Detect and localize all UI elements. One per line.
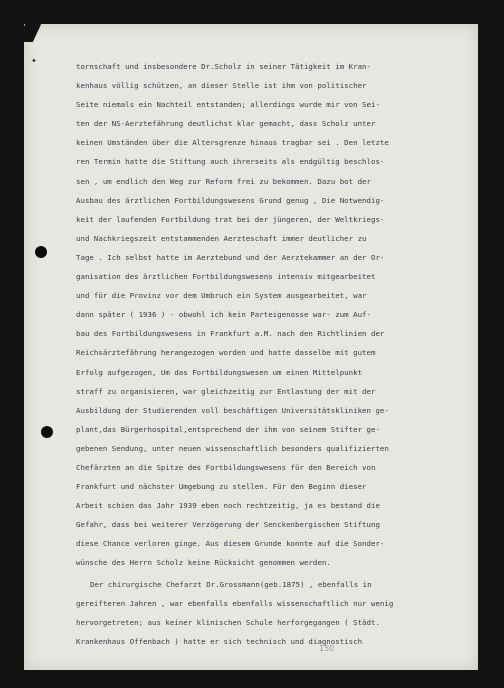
text-line: Ausbau des ärztlichen Fortbildungswesens Grund genug , Die Notwendig- [76,195,385,205]
text-line: Ausbildung der Studierenden voll beschäftigen Universitätskliniken ge- [76,405,389,415]
text-line: und Nachkriegszeit entstammenden Aerzteschaft immer deutlicher zu [76,233,367,243]
text-line: Seite niemals ein Nachteil entstanden; allerdings wurde mir von Sei- [76,100,380,110]
page-number: 150 [319,644,335,653]
text-line: hervorgetreten; aus keiner klinischen Schule herforgegangen ( Städt. [76,617,380,627]
text-line: ganisation des ärztlichen Fortbildungswesens intensiv mitgearbeitet [76,272,376,282]
text-line: Der chirurgische Chefarzt Dr.Grossmann(geb.1875) , ebenfalls in [90,579,372,589]
text-line: plant,das Bürgerhospital,entsprechend der ihm von seinem Stifter ge- [76,424,380,434]
text-line: Arbeit schien das Jahr 1939 eben noch rechtzeitig, ja es bestand die [76,501,380,511]
punch-hole-upper [35,246,47,258]
text-line: Reichsärztefährung herangezogen worden und hatte dasselbe mit gutem [76,348,376,358]
text-line: Gefahr, dass bei weiterer Verzögerung der Senckenbergischen Stiftung [76,520,380,530]
text-line: keit der laufenden Fortbildung trat bei der jüngeren, der Weltkriegs- [76,214,385,224]
text-line: straff zu organisieren, war gleichzeitig zur Entlastung der mit der [76,386,376,396]
text-line: bau des Fortbildungswesens in Frankfurt a.M. nach den Richtlinien der [76,329,385,339]
text-line: Chefärzten an die Spitze des Fortbildungswesens für den Bereich von [76,462,376,472]
text-line: tornschaft und insbesondere Dr.Scholz in seiner Tätigkeit im Kran- [76,62,371,71]
text-line: Erfolg aufgezogen, Um das Fortbildungswesen um einen Mittelpunkt [76,367,363,377]
text-line: Tage . Ich selbst hatte im Aerztebund und der Aerztekammer an der Or- [76,252,385,262]
text-line: dann später ( 1936 ) - obwohl ich kein Parteigenosse war- zum Auf- [76,310,371,320]
margin-mark: ✦ [31,57,37,65]
punch-hole-lower [41,426,53,438]
text-line: und für die Provinz vor dem Umbruch ein System ausgearbeitet, war [76,291,367,301]
text-line: diese Chance verloren ginge. Aus diesem Grunde konnte auf die Sonder- [76,539,385,549]
text-line: ten der NS-Aerztefährung deutlichst klar gemacht, dass Scholz unter [76,119,376,129]
typewritten-body [76,57,462,651]
text-line: gereifteren Jahren , war ebenfalls ebenfalls wissenschaftlich nur wenig [76,598,394,608]
text-line: kenhaus völlig schützen, an dieser Stelle ist ihm von politischer [76,81,367,91]
text-line: Frankfurt und nächster Umgebung zu stellen. Für den Beginn dieser [76,482,367,492]
text-line: keinen Umständen über die Altersgrenze hinaus tragbar sei . Den letzte [76,138,389,148]
text-line: sen , um endlich den Weg zur Reform frei zu bekommen. Dazu bot der [76,176,371,186]
text-line: ren Termin hatte die Stiftung auch ihrerseits als endgültig beschlos- [76,157,385,167]
text-line: Krankenhaus Offenbach ) hatte er sich technisch und diagnostisch [76,636,363,646]
text-line: wünsche des Herrn Scholz keine Rücksicht genommen werden. [76,558,331,568]
text-line: gebenen Sendung, unter neuen wissenschaftlich besonders qualifizierten [76,443,389,453]
